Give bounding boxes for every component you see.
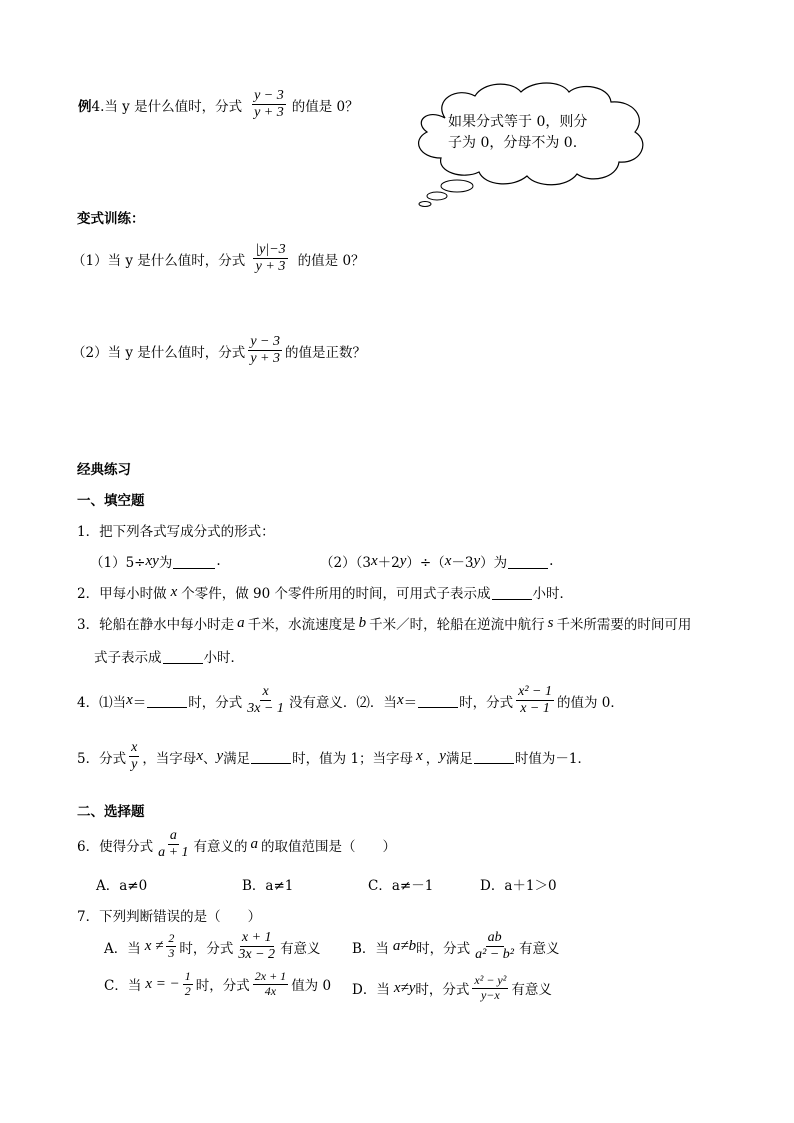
q7B-text-a: B．当 [352,940,389,957]
q5-text-b: ，当字母 [142,750,197,767]
q3-text-a: 3．轮船在静水中每小时走 [77,617,235,633]
q7C-condition-denominator: 2 [184,983,191,998]
q4-text-d: 没有意义．⑵．当 [288,694,397,711]
q5-text-f: ， [425,750,440,767]
q7A-condition-denominator: 3 [168,946,175,961]
q2-blank[interactable] [492,585,532,600]
q6-fraction [156,828,190,861]
q4-text-e: ＝ [403,694,418,711]
q6-var: a [250,836,259,853]
q7A-fraction [236,930,277,963]
q3-blank[interactable] [163,649,203,664]
q5-var1: x [196,748,203,765]
example4-label: 例 [78,98,92,115]
q7-option-c[interactable] [104,970,331,999]
q4-fraction1-denominator: 3x − 1 [247,701,284,717]
q5-numerator: x [129,740,139,757]
q2 [77,582,573,602]
q7C-condition-numerator: 1 [184,969,191,983]
q7A-numerator: x + 1 [240,930,274,947]
q7-option-b[interactable] [352,930,560,963]
q1-part2-blank[interactable] [508,554,548,569]
q6-option-c[interactable]: C．a≠－1 [368,878,434,894]
q4-blank2[interactable] [418,693,458,708]
q4-text-c: 时，分式 [188,694,243,711]
q1-part2 [320,551,553,571]
q4-fraction2-denominator: x − 1 [520,701,550,717]
q4-blank1[interactable] [147,693,187,708]
q1-part2-text-e: ）为 [480,555,508,571]
variant-q1-numerator: |y|−3 [253,242,287,259]
q4 [77,684,624,717]
q7D-denominator: y−x [480,987,500,1002]
variant-q2-fraction [248,334,282,367]
variant-q1-fraction [253,242,287,275]
q7A-condition-numerator: 2 [168,931,175,946]
q7B-numerator: ab [486,930,504,947]
q3-text-d: 千米所需要的时间可用 [556,617,692,633]
q7A-text-b: 时，分式 [179,940,234,957]
q3-line1 [77,613,691,633]
q1-text: 1．把下列各式写成分式的形式： [77,524,275,540]
q5-text-c: 、 [202,750,217,767]
q7D-text-b: 时，分式 [415,982,470,999]
q1-part1-text-c: . [216,553,221,569]
q1-part2-text-b: ＋2 [377,555,400,571]
example4-text-a: 4.当 y 是什么值时，分式 [91,98,243,115]
q7A-condition-fraction [166,932,176,961]
q1-part2-var2: y [399,552,407,569]
q1-part1-blank[interactable] [173,554,215,569]
q4-var2: x [396,692,404,709]
q3-text-c: 千米／时，轮船在逆流中航行 [369,617,545,633]
q7B-denominator: a² − b² [475,947,514,963]
q7C-condition-fraction [183,970,193,999]
q5-blank2[interactable] [474,749,514,764]
q5-fraction [129,740,139,773]
q5-text-d: 满足 [223,750,251,767]
q4-fraction2 [516,684,554,717]
variant-q2 [72,334,366,367]
variant-q2-numerator: y − 3 [248,334,282,351]
q2-text-c: 小时． [532,586,574,602]
callout-line-1: 如果分式等于 0，则分 [448,114,588,130]
q1-part1-var: xy [145,552,159,569]
q5-var4: y [439,748,446,765]
q7D-fraction [472,974,508,1003]
q5-blank1[interactable] [251,749,291,764]
variant-q1-text-b: 的值是 0？ [297,252,365,269]
q7A-text-a: A．当 [104,940,141,957]
q6-numerator: a [168,828,179,845]
q6-option-a[interactable]: A．a≠0 [96,878,148,894]
q7C-text-a: C．当 [104,978,142,995]
variant-q1-denominator: y + 3 [255,259,286,275]
callout-line-2: 子为 0，分母不为 0. [448,135,578,151]
q1-part2-var3: x [444,552,452,569]
q7C-denominator: 4x [264,983,277,998]
q7D-condition: x≠y [393,979,416,996]
section2-title: 二、选择题 [77,804,145,820]
q7D-text-a: D．当 [352,982,390,999]
example4-fraction [252,88,286,121]
q7-option-a[interactable] [104,930,321,963]
q6-denominator: a + 1 [158,845,189,861]
q1-part2-text-c: ）÷（ [406,555,445,571]
q4-text-g: 的值为 0． [556,694,624,711]
q1-part2-text-f: . [549,553,554,569]
q3-var2: b [358,614,367,631]
variant-q2-text-a: （2）当 y 是什么值时，分式 [72,344,246,361]
q5-var3: x [416,748,423,765]
variant-q2-denominator: y + 3 [250,351,280,367]
q4-fraction1 [245,684,286,717]
q5-var2: y [216,748,224,765]
q7C-text-b: 时，分式 [195,978,250,995]
q1-part2-text-a: （2）（3 [320,555,371,571]
q6 [77,828,396,861]
variant-q1 [72,242,365,275]
q1-part2-text-d: －3 [451,555,474,571]
example4-line [78,88,359,121]
q6-option-d[interactable]: D．a＋1＞0 [480,878,557,894]
q7C-fraction [253,970,288,999]
q5-text-g: 满足 [445,750,473,767]
q7A-text-c: 有意义 [280,940,321,957]
q7B-text-b: 时，分式 [416,940,471,957]
q3-line2 [94,646,244,666]
q7C-numerator: 2x + 1 [254,969,287,983]
q7B-condition: a≠b [392,938,417,955]
q4-fraction2-numerator: x² − 1 [516,684,554,701]
q3-text-b: 千米，水流速度是 [247,617,356,633]
q3-var3: s [547,614,554,631]
q7B-fraction [473,930,516,963]
q2-text-a: 2．甲每小时做 [77,586,167,602]
q1-part1-text-b: 为 [158,555,173,571]
practice-title: 经典练习 [77,462,131,478]
q7-text: 7．下列判断错误的是（ ） [77,909,262,925]
q1-part1 [90,551,221,571]
example4-numerator: y − 3 [252,88,286,105]
q7A-denominator: 3x − 2 [238,947,276,963]
q5-text-h: 时值为－1． [514,750,591,767]
q2-text-b: 个零件，做 90 个零件所用的时间，可用式子表示成 [181,586,491,602]
variant-q1-text-a: （1）当 y 是什么值时，分式 [72,252,246,269]
q3-text-e: 式子表示成 [94,650,162,666]
q7B-text-c: 有意义 [519,940,560,957]
q4-text-a: 4．⑴当 [77,694,127,711]
q2-var: x [170,583,178,600]
q5 [77,740,591,773]
q7C-text-c: 值为 0 [291,978,332,995]
example4-denominator: y + 3 [254,105,284,121]
q7-option-d[interactable] [352,974,552,1003]
q5-denominator: y [131,757,138,773]
q6-option-b[interactable]: B．a≠1 [242,878,294,894]
q4-text-f: 时，分式 [459,694,514,711]
q6-text-b: 有意义的 [193,838,248,855]
q5-text-a: 5．分式 [77,750,127,767]
callout-text [448,112,587,154]
q7A-condition: x ≠ [144,938,164,955]
q1-part2-var1: x [370,552,378,569]
q7D-text-c: 有意义 [511,982,552,999]
q4-var1: x [126,692,133,709]
q6-text-a: 6．使得分式 [77,838,154,855]
q4-text-b: ＝ [132,694,147,711]
q3-var1: a [237,614,245,631]
q1-part1-text-a: （1）5÷ [90,555,146,571]
q1-part2-var4: y [473,552,481,569]
variant-q2-text-b: 的值是正数？ [284,344,366,361]
q5-text-e: 时，值为 1；当字母 [292,750,414,767]
q4-fraction1-numerator: x [260,684,270,701]
q7D-numerator: x² − y² [474,973,507,987]
q3-text-f: 小时． [203,650,244,666]
q7C-condition: x = − [145,975,180,992]
variant-title: 变式训练： [77,211,145,227]
section1-title: 一、填空题 [77,493,145,509]
q6-text-c: 的取值范围是（ ） [261,838,397,855]
example4-text-b: 的值是 0？ [291,98,359,115]
